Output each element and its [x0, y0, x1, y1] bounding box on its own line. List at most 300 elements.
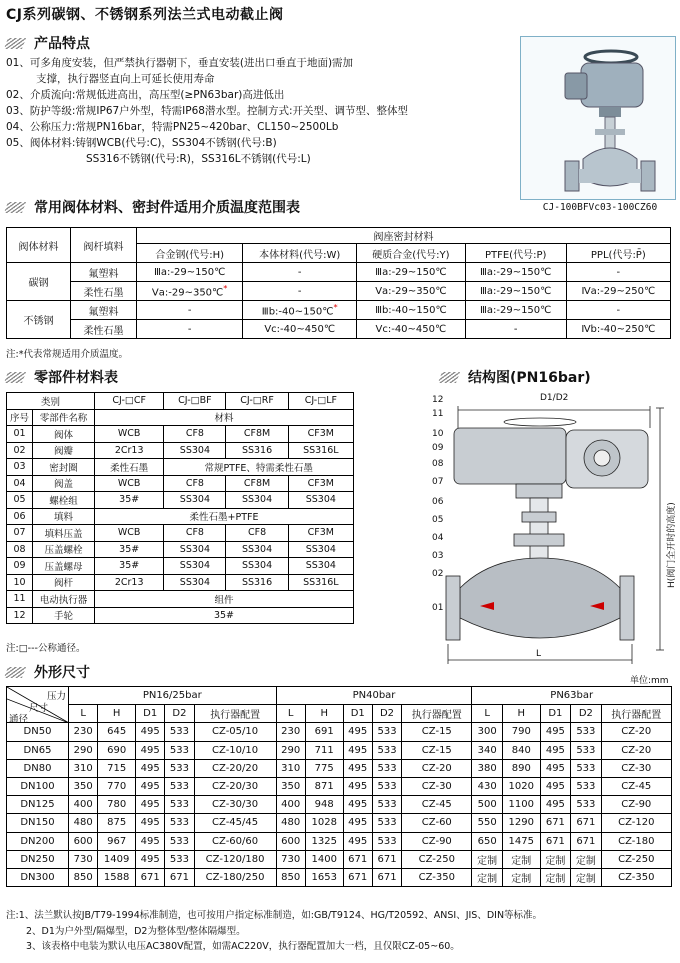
- valve-section-icon: [430, 388, 680, 668]
- table-cell: 09: [7, 558, 33, 575]
- section-structure-label: 结构图(PN16bar): [468, 370, 591, 386]
- table-cell: 495: [136, 850, 165, 868]
- table-cell: 300: [472, 723, 502, 741]
- table-cell: SS304: [226, 541, 288, 558]
- features-list: [6, 55, 506, 167]
- table-row: [7, 525, 354, 542]
- table-cell: 533: [165, 777, 194, 795]
- table-cell: 35#: [95, 492, 164, 509]
- structure-diagram: [430, 388, 680, 668]
- table-cell: CZ-20: [601, 741, 671, 759]
- table-cell: 35#: [95, 607, 354, 624]
- seat-col: 本体材料(代号:W): [243, 244, 357, 263]
- table-cell: 533: [571, 759, 601, 777]
- table-cell: 533: [372, 814, 401, 832]
- table-cell: 07: [7, 525, 33, 542]
- table-row: [7, 868, 672, 886]
- table-cell: DN150: [7, 814, 69, 832]
- table-cell: 495: [136, 759, 165, 777]
- seat-col: PTFE(代号:P): [465, 244, 566, 263]
- table-cell: DN300: [7, 868, 69, 886]
- corner-dn: 通径: [9, 714, 29, 725]
- header-seat: 阀座密封材料: [137, 228, 671, 244]
- table-cell: 01: [7, 426, 33, 443]
- table-cell: SS316L: [288, 574, 353, 591]
- table-cell: 2Cr13: [95, 574, 164, 591]
- table-row: [7, 723, 672, 741]
- table-cell: CZ-250: [402, 850, 472, 868]
- dim-top-label: D1/D2: [540, 393, 569, 403]
- table-cell: CF8: [164, 475, 226, 492]
- table-cell: 螺栓组: [33, 492, 95, 509]
- table-cell: 柔性石墨+PTFE: [95, 508, 354, 525]
- table-cell: 840: [502, 741, 540, 759]
- table-cell: 671: [136, 868, 165, 886]
- part-label: 12: [432, 395, 444, 405]
- temp-value: Ⅲb:-40~150℃: [261, 306, 334, 318]
- table-cell: 500: [472, 796, 502, 814]
- table-cell: CZ-30: [601, 759, 671, 777]
- seat-col: PPL(代号:P̄): [566, 244, 670, 263]
- table-cell: WCB: [95, 426, 164, 443]
- table-cell: 790: [502, 723, 540, 741]
- sub-header: 执行器配置: [194, 705, 276, 723]
- stem-cell: 氟塑料: [71, 301, 137, 320]
- sub-header: H: [305, 705, 343, 723]
- part-label: 06: [432, 497, 444, 507]
- table-cell: 定制: [502, 868, 540, 886]
- section-parts: [6, 367, 118, 387]
- part-label: 11: [432, 409, 444, 419]
- header-type: 类别: [7, 393, 95, 410]
- table-cell: CZ-90: [402, 832, 472, 850]
- table-cell: 340: [472, 741, 502, 759]
- table-cell: 480: [276, 814, 305, 832]
- part-label: 03: [432, 551, 444, 561]
- table-cell: CZ-60/60: [194, 832, 276, 850]
- table-cell: 定制: [472, 850, 502, 868]
- table-row: [7, 558, 354, 575]
- temp-cell: Ⅴa:-29~350℃: [357, 282, 466, 301]
- table-cell: CF8: [226, 525, 288, 542]
- part-label: 01: [432, 603, 444, 613]
- footnote: 注:1、法兰默认按JB/T79-1994标准制造，也可按用户指定标准制造，如:GB/T9124、HG/T20592、ANSI、JIS、DIN等标准。: [6, 910, 543, 921]
- corner-pressure: 压力: [46, 691, 66, 702]
- table-cell: 定制: [571, 850, 601, 868]
- temp-cell: Ⅲa:-29~150℃: [357, 263, 466, 282]
- table-cell: 850: [276, 868, 305, 886]
- table-cell: CZ-20/30: [194, 777, 276, 795]
- table-cell: CZ-250: [601, 850, 671, 868]
- table-row: [7, 442, 354, 459]
- table-cell: 533: [571, 723, 601, 741]
- table-cell: 1100: [502, 796, 540, 814]
- table-cell: 480: [69, 814, 98, 832]
- table-cell: 1409: [98, 850, 136, 868]
- temp-cell: Ⅴc:-40~450℃: [243, 320, 357, 339]
- table-cell: DN80: [7, 759, 69, 777]
- table-cell: 阀盖: [33, 475, 95, 492]
- table-cell: 230: [276, 723, 305, 741]
- part-label: 09: [432, 443, 444, 453]
- table-cell: 1325: [305, 832, 343, 850]
- section-media: [6, 197, 300, 217]
- table-cell: DN50: [7, 723, 69, 741]
- table-cell: 290: [69, 741, 98, 759]
- corner-size: 尺寸: [29, 703, 49, 714]
- table-row: [7, 475, 354, 492]
- header-name: 零部件名称: [33, 409, 95, 426]
- star-mark: *: [333, 302, 338, 313]
- table-cell: 690: [98, 741, 136, 759]
- table-cell: 1020: [502, 777, 540, 795]
- table-row: [7, 492, 354, 509]
- table-cell: CF3M: [288, 426, 353, 443]
- table-cell: SS316: [226, 574, 288, 591]
- table-cell: CZ-45: [601, 777, 671, 795]
- table-cell: 290: [276, 741, 305, 759]
- temp-cell: -: [566, 301, 670, 320]
- table-cell: 533: [165, 759, 194, 777]
- table-cell: 871: [305, 777, 343, 795]
- temp-cell: Ⅳa:-29~250℃: [566, 282, 670, 301]
- section-dims: [6, 662, 90, 682]
- table-cell: 495: [136, 832, 165, 850]
- table-cell: 1588: [98, 868, 136, 886]
- table-cell: 400: [69, 796, 98, 814]
- table-cell: 533: [165, 741, 194, 759]
- table-cell: 10: [7, 574, 33, 591]
- table-row: [7, 574, 354, 591]
- table-cell: 08: [7, 541, 33, 558]
- table-cell: 495: [540, 723, 570, 741]
- table-cell: 电动执行器: [33, 591, 95, 608]
- table-cell: 671: [571, 832, 601, 850]
- sub-header: D1: [136, 705, 165, 723]
- table-cell: 495: [136, 741, 165, 759]
- temp-cell: Ⅲa:-29~150℃: [465, 263, 566, 282]
- table-cell: 533: [165, 796, 194, 814]
- table-cell: 495: [540, 777, 570, 795]
- group-header: PN63bar: [472, 687, 672, 705]
- table-cell: 手轮: [33, 607, 95, 624]
- sub-header: D1: [343, 705, 372, 723]
- table-cell: 阀杆: [33, 574, 95, 591]
- table-cell: 533: [372, 832, 401, 850]
- sub-header: 执行器配置: [402, 705, 472, 723]
- table-cell: 691: [305, 723, 343, 741]
- table-cell: 711: [305, 741, 343, 759]
- table-cell: SS316: [226, 442, 288, 459]
- table-cell: 310: [69, 759, 98, 777]
- table-cell: CZ-120: [601, 814, 671, 832]
- table-cell: CZ-45: [402, 796, 472, 814]
- feature-item: 支撑，执行器竖直向上可延长使用寿命: [36, 73, 215, 85]
- footnote: 3、该表格中电装为默认电压AC380V配置，如需AC220V，执行器配置加大一档，且仅限CZ-05~60。: [26, 941, 460, 952]
- table-cell: CZ-180/250: [194, 868, 276, 886]
- footnotes: [6, 908, 542, 955]
- table-row: [7, 607, 354, 624]
- table-cell: 2Cr13: [95, 442, 164, 459]
- part-label: 08: [432, 459, 444, 469]
- table-cell: CZ-180: [601, 832, 671, 850]
- table-cell: CF3M: [288, 525, 353, 542]
- table-cell: 495: [343, 759, 372, 777]
- type-col: CJ-□BF: [164, 393, 226, 410]
- table-cell: 533: [372, 796, 401, 814]
- table-cell: CZ-350: [601, 868, 671, 886]
- table-cell: SS304: [288, 558, 353, 575]
- table-cell: 495: [343, 814, 372, 832]
- table-cell: 495: [343, 741, 372, 759]
- table-cell: WCB: [95, 475, 164, 492]
- table-cell: 350: [69, 777, 98, 795]
- table-cell: 495: [136, 814, 165, 832]
- temp-cell: -: [137, 301, 243, 320]
- sub-header: 执行器配置: [601, 705, 671, 723]
- table-cell: CZ-30/30: [194, 796, 276, 814]
- table-cell: 875: [98, 814, 136, 832]
- seat-col: 硬质合金(代号:Y): [357, 244, 466, 263]
- table-cell: 05: [7, 492, 33, 509]
- table-cell: 1475: [502, 832, 540, 850]
- table-cell: 533: [372, 741, 401, 759]
- table-cell: CZ-20: [402, 759, 472, 777]
- table-cell: 定制: [472, 868, 502, 886]
- temp-cell: -: [465, 320, 566, 339]
- table-cell: 06: [7, 508, 33, 525]
- feature-item: 02、介质流向:常规低进高出，高压型(≥PN63bar)高进低出: [6, 89, 285, 101]
- parts-material-table: [6, 392, 354, 624]
- temp-cell: -: [137, 320, 243, 339]
- table-cell: SS304: [164, 442, 226, 459]
- table-cell: 533: [165, 814, 194, 832]
- stem-cell: 柔性石墨: [71, 282, 137, 301]
- sub-header: H: [502, 705, 540, 723]
- table-cell: 533: [571, 741, 601, 759]
- table-cell: 阀体: [33, 426, 95, 443]
- group-header: PN16/25bar: [69, 687, 277, 705]
- section-mark-icon: [4, 372, 26, 383]
- table-row: [7, 591, 354, 608]
- table-cell: WCB: [95, 525, 164, 542]
- table-cell: 533: [571, 777, 601, 795]
- table-cell: DN65: [7, 741, 69, 759]
- table-cell: 770: [98, 777, 136, 795]
- table-cell: DN200: [7, 832, 69, 850]
- table-cell: 430: [472, 777, 502, 795]
- section-mark-icon: [4, 667, 26, 678]
- header-no: 序号: [7, 409, 33, 426]
- unit-label: 单位:mm: [630, 676, 669, 686]
- footnote: 2、D1为户外型/隔爆型，D2为整体型/整体隔爆型。: [26, 925, 246, 937]
- page-title: CJ系列碳钢、不锈钢系列法兰式电动截止阀: [6, 7, 284, 23]
- section-mark-icon: [438, 372, 460, 383]
- media-temperature-table: [6, 227, 671, 339]
- table-row: [7, 426, 354, 443]
- sub-header: D1: [540, 705, 570, 723]
- table-cell: 671: [372, 850, 401, 868]
- table-cell: 533: [571, 796, 601, 814]
- table-cell: SS316L: [288, 442, 353, 459]
- table-cell: SS304: [164, 541, 226, 558]
- table-cell: CZ-05/10: [194, 723, 276, 741]
- header-stem: 阀杆填料: [71, 228, 137, 263]
- dim-bottom-label: L: [536, 649, 542, 659]
- table-cell: CF3M: [288, 475, 353, 492]
- table-cell: CZ-20/20: [194, 759, 276, 777]
- table-cell: 400: [276, 796, 305, 814]
- table-cell: 11: [7, 591, 33, 608]
- table-cell: 02: [7, 442, 33, 459]
- table-cell: 533: [165, 832, 194, 850]
- temp-cell: Ⅲa:-29~150℃: [137, 263, 243, 282]
- photo-caption: CJ-100BFVc03-100CZ60: [542, 202, 658, 213]
- temp-cell: -: [243, 282, 357, 301]
- temp-cell: Ⅲa:-29~150℃: [465, 301, 566, 320]
- table-cell: CF8M: [226, 426, 288, 443]
- table-cell: SS304: [164, 558, 226, 575]
- table-cell: 890: [502, 759, 540, 777]
- parts-note: 注:□---公称通径。: [6, 643, 86, 654]
- table-cell: 495: [136, 723, 165, 741]
- table-cell: 730: [276, 850, 305, 868]
- table-cell: 495: [343, 832, 372, 850]
- feature-item: 04、公称压力:常规PN16bar，特需PN25~420bar、CL150~2500Lb: [6, 121, 339, 133]
- part-label: 07: [432, 477, 444, 487]
- table-row: [7, 508, 354, 525]
- seat-col: 合金钢(代号:H): [137, 244, 243, 263]
- table-cell: 780: [98, 796, 136, 814]
- table-cell: 350: [276, 777, 305, 795]
- table-row: [7, 850, 672, 868]
- table-cell: 650: [472, 832, 502, 850]
- table-cell: 671: [165, 868, 194, 886]
- table-cell: 1653: [305, 868, 343, 886]
- table-cell: CZ-10/10: [194, 741, 276, 759]
- table-cell: 1400: [305, 850, 343, 868]
- dims-subheader: [7, 705, 672, 723]
- section-features: [6, 33, 90, 53]
- body-carbon: 碳钢: [7, 263, 71, 301]
- table-cell: 495: [540, 759, 570, 777]
- table-cell: 948: [305, 796, 343, 814]
- table-cell: CF8M: [226, 475, 288, 492]
- sub-header: L: [69, 705, 98, 723]
- table-cell: 阀瓣: [33, 442, 95, 459]
- part-label: 10: [432, 429, 444, 439]
- table-cell: CZ-90: [601, 796, 671, 814]
- table-cell: 495: [343, 796, 372, 814]
- group-header: PN40bar: [276, 687, 472, 705]
- product-photo: [520, 36, 676, 200]
- table-cell: 671: [571, 814, 601, 832]
- section-dims-label: 外形尺寸: [34, 665, 90, 681]
- stem-cell: 柔性石墨: [71, 320, 137, 339]
- table-cell: 533: [165, 723, 194, 741]
- part-label: 05: [432, 515, 444, 525]
- table-cell: 730: [69, 850, 98, 868]
- temp-cell: -: [566, 263, 670, 282]
- section-mark-icon: [4, 202, 26, 213]
- table-cell: DN125: [7, 796, 69, 814]
- table-cell: 12: [7, 607, 33, 624]
- table-cell: 715: [98, 759, 136, 777]
- table-cell: 671: [540, 832, 570, 850]
- corner-cell: [7, 687, 69, 723]
- table-cell: CZ-20: [601, 723, 671, 741]
- table-cell: 定制: [540, 868, 570, 886]
- sub-header: D2: [165, 705, 194, 723]
- table-cell: SS304: [226, 492, 288, 509]
- table-cell: 1290: [502, 814, 540, 832]
- table-cell: 671: [540, 814, 570, 832]
- dim-side-label: H(阀门全开时的高度): [667, 502, 677, 588]
- table-cell: SS304: [226, 558, 288, 575]
- table-cell: SS304: [288, 492, 353, 509]
- table-cell: 671: [343, 868, 372, 886]
- table-cell: CF8: [164, 525, 226, 542]
- table-cell: 组件: [95, 591, 354, 608]
- dims-rows: [7, 723, 672, 887]
- part-label: 04: [432, 533, 444, 543]
- section-features-label: 产品特点: [34, 36, 90, 52]
- table-row: [7, 741, 672, 759]
- table-cell: 230: [69, 723, 98, 741]
- table-cell: 03: [7, 459, 33, 476]
- part-label: 02: [432, 569, 444, 579]
- table-cell: 310: [276, 759, 305, 777]
- table-cell: 533: [372, 723, 401, 741]
- feature-item: 01、可多角度安装，但严禁执行器朝下，垂直安装(进出口垂直于地面)需加: [6, 57, 354, 69]
- table-cell: 600: [276, 832, 305, 850]
- table-cell: 压盖螺母: [33, 558, 95, 575]
- temp-cell: -: [243, 263, 357, 282]
- table-cell: SS304: [288, 541, 353, 558]
- table-cell: 671: [372, 868, 401, 886]
- table-cell: CZ-120/180: [194, 850, 276, 868]
- type-col: CJ-□LF: [288, 393, 353, 410]
- temp-cell: Ⅴc:-40~450℃: [357, 320, 466, 339]
- table-cell: 1028: [305, 814, 343, 832]
- table-cell: CZ-45/45: [194, 814, 276, 832]
- table-cell: CZ-15: [402, 741, 472, 759]
- type-col: CJ-□RF: [226, 393, 288, 410]
- table-cell: 775: [305, 759, 343, 777]
- table-row: [7, 759, 672, 777]
- sub-header: L: [472, 705, 502, 723]
- table-cell: 671: [343, 850, 372, 868]
- table-cell: 04: [7, 475, 33, 492]
- table-cell: 柔性石墨: [95, 459, 164, 476]
- table-cell: CF8: [164, 426, 226, 443]
- table-cell: CZ-60: [402, 814, 472, 832]
- table-cell: SS304: [164, 492, 226, 509]
- section-mark-icon: [4, 38, 26, 49]
- sub-header: D2: [372, 705, 401, 723]
- section-parts-label: 零部件材料表: [34, 370, 118, 386]
- sub-header: L: [276, 705, 305, 723]
- temp-cell: Ⅲb:-40~150℃: [357, 301, 466, 320]
- table-cell: 495: [136, 796, 165, 814]
- media-note: 注:*代表常规适用介质温度。: [6, 349, 128, 360]
- temp-cell: Ⅲa:-29~150℃: [465, 282, 566, 301]
- section-structure: [440, 367, 591, 387]
- table-cell: 压盖螺栓: [33, 541, 95, 558]
- table-cell: 850: [69, 868, 98, 886]
- table-cell: 533: [372, 759, 401, 777]
- table-cell: DN100: [7, 777, 69, 795]
